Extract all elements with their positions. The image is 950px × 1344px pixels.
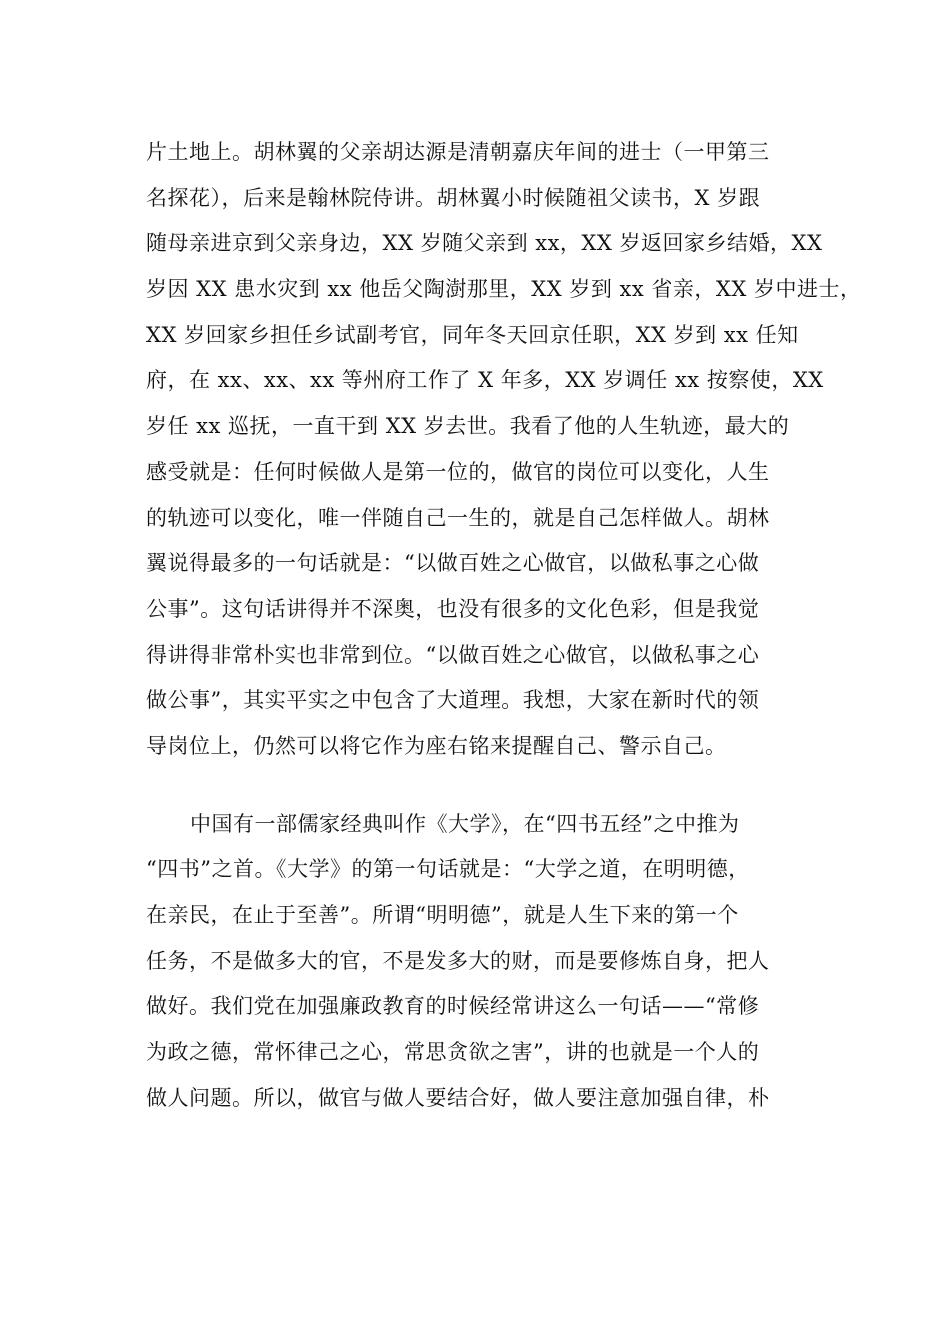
text-line: “四书”之首。《大学》的第一句话就是：“大学之道，在明明德， [146, 857, 750, 882]
text-line: 在亲民，在止于至善”。所谓“明明德”，就是人生下来的第一个 [146, 903, 739, 927]
text-line: 岁因 XX 患水灾到 xx 他岳父陶澍那里，XX 岁到 xx 省亲，XX 岁中进士， [146, 277, 862, 302]
text-line: 公事”。这句话讲得并不深奥，也没有很多的文化色彩，但是我觉 [146, 596, 760, 621]
text-line: 得讲得非常朴实也非常到位。“以做百姓之心做官，以做私事之心 [146, 642, 760, 667]
text-line: 任务，不是做多大的官，不是发多大的财，而是要修炼自身，把人 [146, 948, 770, 973]
text-line: 感受就是：任何时候做人是第一位的，做官的岗位可以变化，人生 [146, 459, 770, 484]
text-line: 为政之德，常怀律己之心，常思贪欲之害”，讲的也就是一个人的 [146, 1040, 760, 1065]
text-line: 做公事”，其实平实之中包含了大道理。我想，大家在新时代的领 [146, 688, 760, 713]
text-line: 做好。我们党在加强廉政教育的时候经常讲这么一句话——“常修 [146, 994, 760, 1019]
text-line: 岁任 xx 巡抚，一直干到 XX 岁去世。我看了他的人生轨迹，最大的 [146, 414, 790, 439]
document-body [146, 130, 862, 1121]
text-line: 名探花），后来是翰林院侍讲。胡林翼小时候随祖父读书，X 岁跟 [146, 185, 761, 210]
text-line: 导岗位上，仍然可以将它作为座右铭来提醒自己、警示自己。 [146, 733, 727, 758]
text-line: 中国有一部儒家经典叫作《大学》，在“四书五经”之中推为 [190, 811, 740, 836]
text-line: 的轨迹可以变化，唯一伴随自己一生的，就是自己怎样做人。胡林 [146, 505, 770, 530]
text-line: 片土地上。胡林翼的父亲胡达源是清朝嘉庆年间的进士（一甲第三 [146, 140, 770, 164]
text-line: 做人问题。所以，做官与做人要结合好，做人要注意加强自律，朴 [146, 1085, 770, 1110]
paragraph-1 [146, 130, 862, 770]
paragraph-spacer [146, 770, 826, 802]
text-line: 翼说得最多的一句话就是：“以做百姓之心做官，以做私事之心做 [146, 551, 760, 576]
paragraph-2 [146, 802, 826, 1122]
text-line: XX 岁回家乡担任乡试副考官，同年冬天回京任职，XX 岁到 xx 任知 [146, 322, 799, 347]
text-line: 随母亲进京到父亲身边，XX 岁随父亲到 xx，XX 岁返回家乡结婚，XX [146, 231, 823, 256]
text-line: 府，在 xx、xx、xx 等州府工作了 X 年多，XX 岁调任 xx 按察使，XX [146, 368, 824, 393]
